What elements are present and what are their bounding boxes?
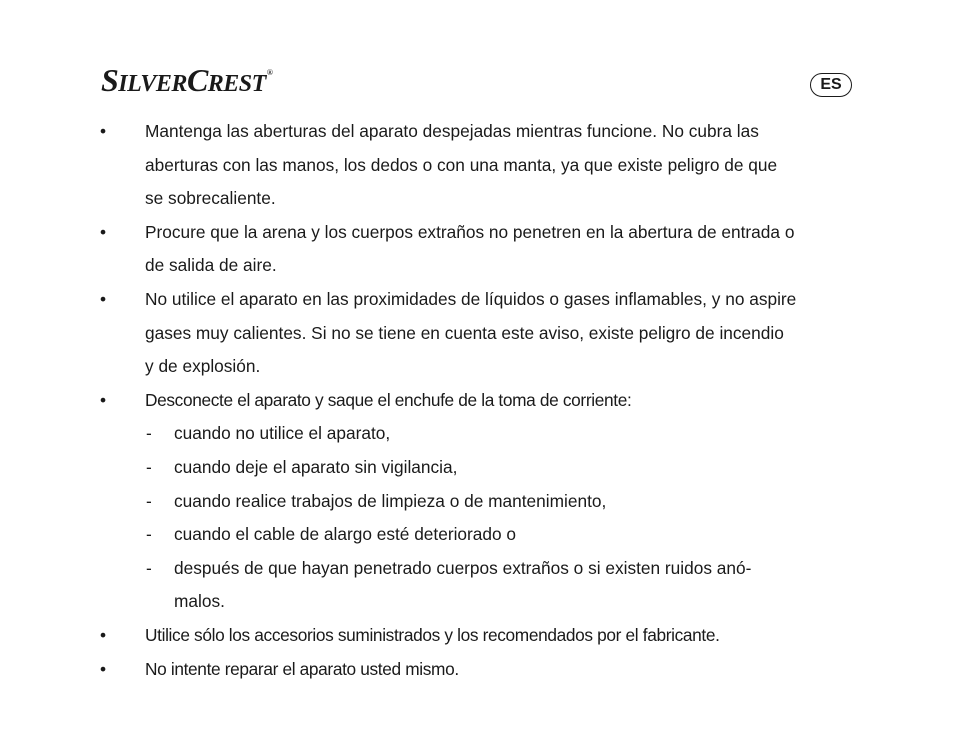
dash-mark: - bbox=[146, 557, 152, 578]
logo-letter-s: S bbox=[101, 62, 119, 98]
text-line: Desconecte el aparato y saque el enchufe de la toma de corriente: bbox=[145, 389, 632, 410]
text-line: y de explosión. bbox=[145, 356, 261, 377]
text-line: Procure que la arena y los cuerpos extraños no penetren en la abertura de entrada o bbox=[145, 221, 795, 242]
sub-item bbox=[0, 518, 855, 552]
text-line: No utilice el aparato en las proximidades de líquidos o gases inflamables, y no aspire bbox=[145, 288, 797, 309]
dash-mark: - bbox=[146, 456, 152, 477]
bullet-item bbox=[0, 115, 855, 216]
bullet-mark: • bbox=[100, 624, 106, 645]
text-line: cuando no utilice el aparato, bbox=[174, 423, 391, 444]
bullet-mark: • bbox=[100, 658, 106, 679]
logo-text-rest: REST bbox=[207, 71, 266, 97]
text-line: cuando el cable de alargo esté deteriorado o bbox=[174, 524, 517, 545]
bullet-item bbox=[0, 619, 855, 653]
bullet-item bbox=[0, 384, 855, 418]
bullet-item bbox=[0, 653, 855, 687]
logo-letter-c: C bbox=[186, 62, 208, 98]
text-line: cuando realice trabajos de limpieza o de mantenimiento, bbox=[174, 490, 607, 511]
text-line: No intente reparar el aparato usted mismo. bbox=[145, 658, 459, 679]
sub-item bbox=[0, 485, 855, 519]
text-line: malos. bbox=[174, 591, 225, 612]
text-line: de salida de aire. bbox=[145, 255, 277, 276]
text-line: aberturas con las manos, los dedos o con una manta, ya que existe peligro de que bbox=[145, 154, 778, 175]
safety-instructions bbox=[0, 115, 954, 686]
dash-mark: - bbox=[146, 423, 152, 444]
text-line: cuando deje el aparato sin vigilancia, bbox=[174, 456, 458, 477]
language-badge: ES bbox=[810, 73, 852, 97]
text-line: Utilice sólo los accesorios suministrados y los recomendados por el fabricante. bbox=[145, 624, 720, 645]
text-line: gases muy calientes. Si no se tiene en cuenta este aviso, existe peligro de incendio bbox=[145, 322, 784, 343]
bullet-mark: • bbox=[100, 288, 107, 309]
sub-item bbox=[0, 552, 855, 619]
text-line: después de que hayan penetrado cuerpos extraños o si existen ruidos anó- bbox=[174, 557, 752, 578]
registered-mark: ® bbox=[266, 68, 273, 77]
bullet-mark: • bbox=[100, 221, 107, 242]
text-line: Mantenga las aberturas del aparato despejadas mientras funcione. No cubra las bbox=[145, 121, 759, 141]
bullet-mark: • bbox=[100, 389, 106, 410]
sub-item bbox=[0, 417, 855, 451]
silvercrest-logo bbox=[101, 62, 272, 99]
sub-item bbox=[0, 451, 855, 485]
page-header bbox=[0, 0, 954, 110]
bullet-item bbox=[0, 216, 855, 283]
logo-text-ilver: ILVER bbox=[118, 71, 187, 97]
dash-mark: - bbox=[146, 490, 152, 511]
text-line: se sobrecaliente. bbox=[145, 188, 276, 209]
bullet-item bbox=[0, 283, 855, 384]
bullet-mark: • bbox=[100, 121, 107, 141]
dash-mark: - bbox=[146, 524, 152, 545]
